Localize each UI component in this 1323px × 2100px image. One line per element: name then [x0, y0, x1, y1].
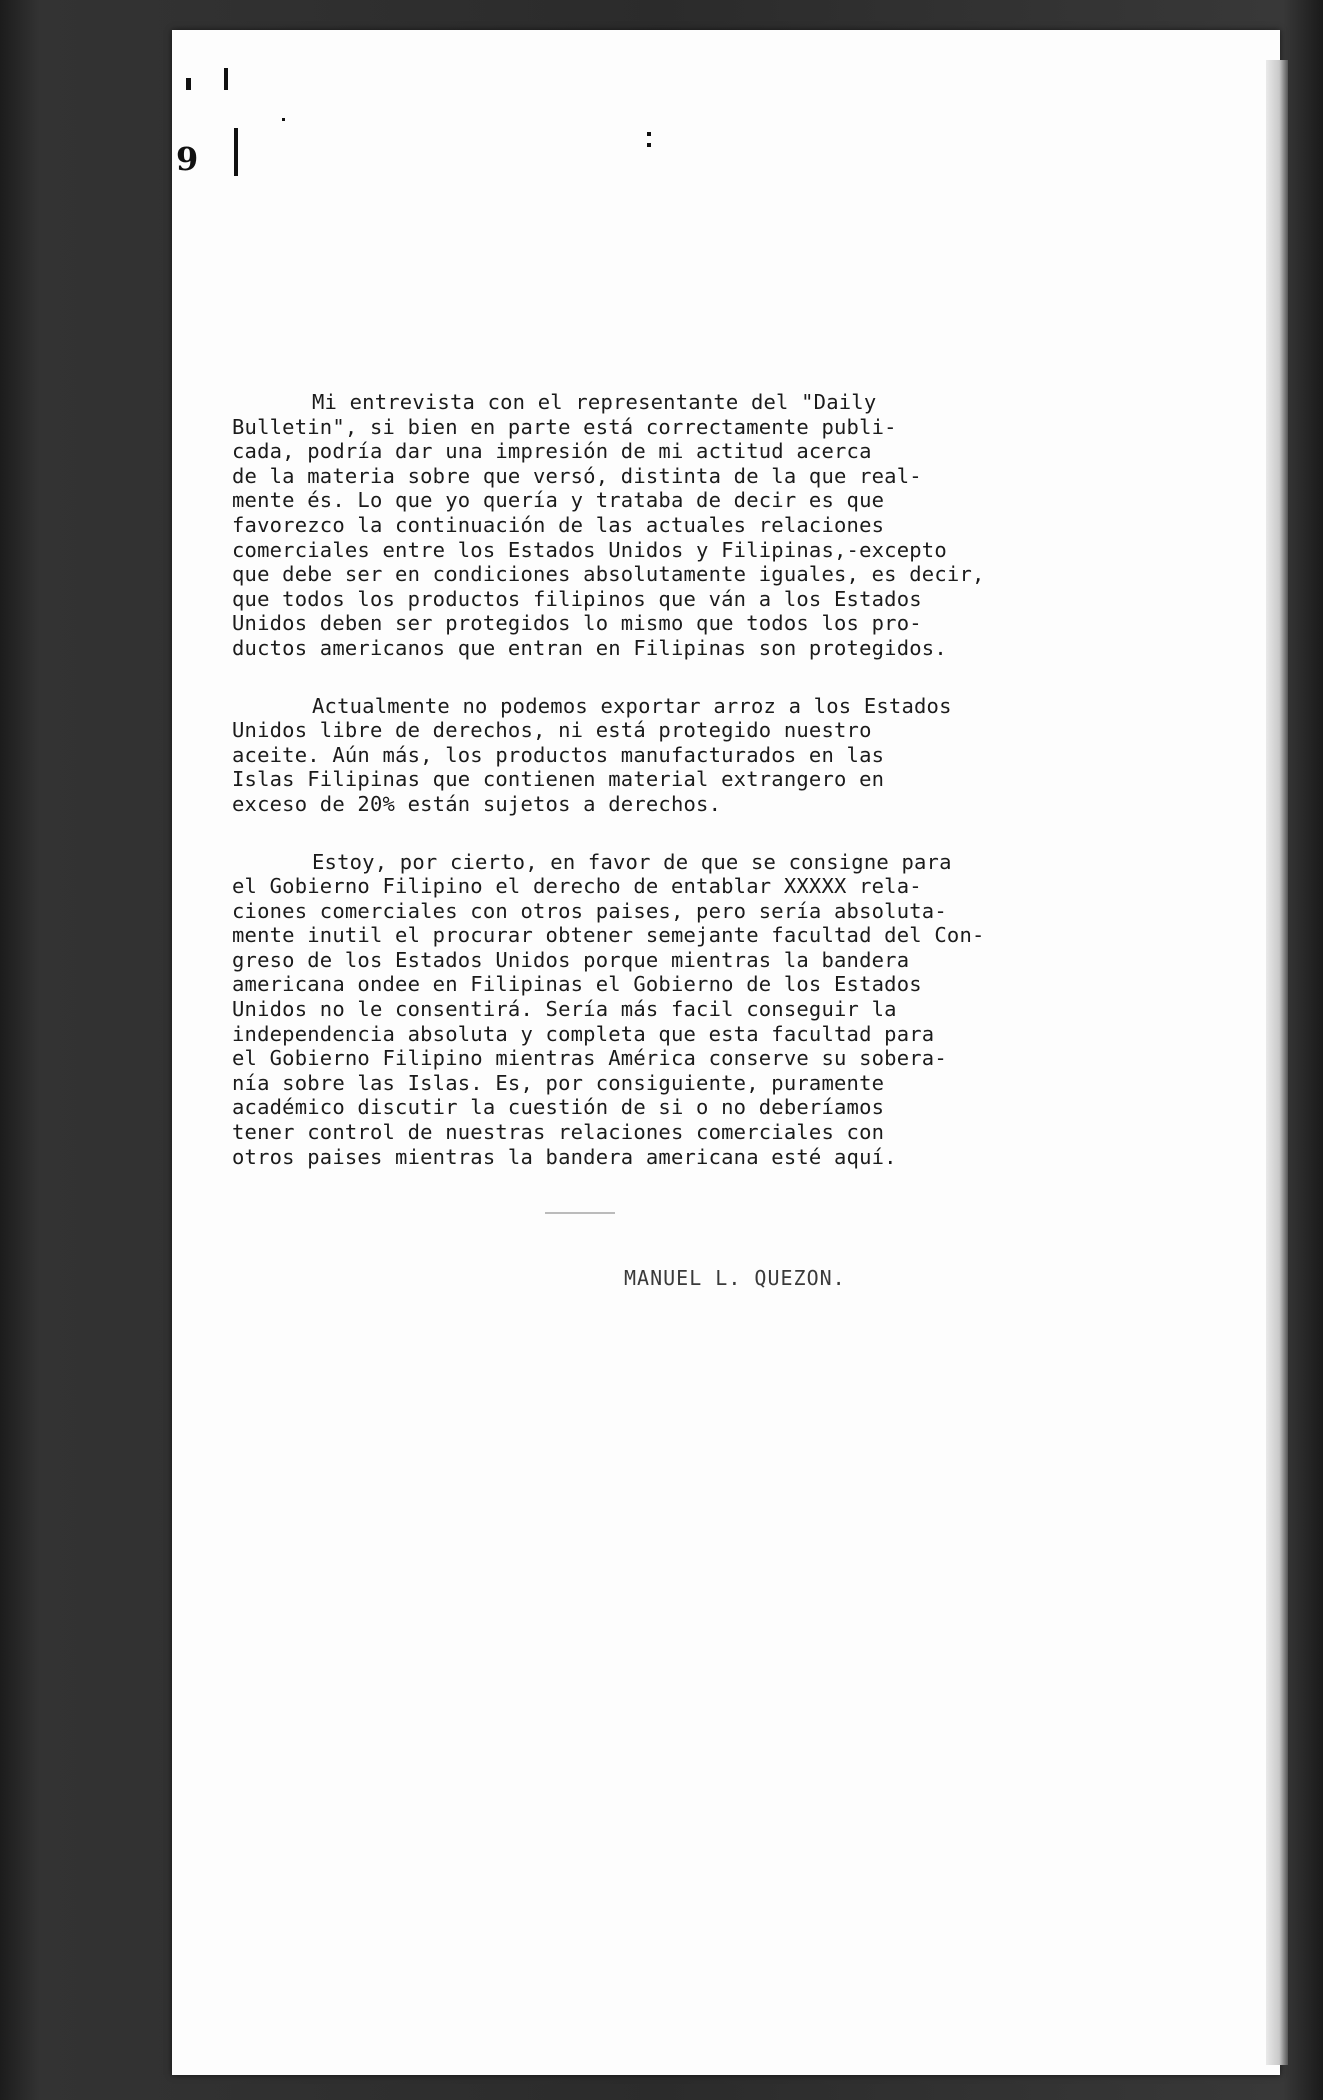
dot-mark: [282, 118, 285, 121]
text-line: Actualmente no podemos exportar arroz a los Estados: [312, 693, 952, 718]
text-line: cada, podría dar una impresión de mi actitud acerca: [232, 439, 872, 464]
text-line: el Gobierno Filipino el derecho de entablar XXXXX rela-: [232, 874, 922, 899]
text-line: tener control de nuestras relaciones comerciales con: [232, 1120, 885, 1145]
text-line: de la materia sobre que versó, distinta de la que real-: [232, 463, 922, 488]
colon-mark: [647, 132, 651, 136]
paragraph-1: [232, 390, 1162, 661]
text-line: Bulletin", si bien en parte está correctamente publi-: [232, 414, 897, 439]
text-line: mente inutil el procurar obtener semejante facultad del Con-: [232, 923, 985, 948]
text-line: Unidos no le consentirá. Sería más facil conseguir la: [232, 997, 897, 1022]
signature: MANUEL L. QUEZON.: [624, 1266, 846, 1290]
document-body: [232, 390, 1162, 1202]
text-line: Islas Filipinas que contienen material extrangero en: [232, 767, 885, 792]
text-line: nía sobre las Islas. Es, por consiguiente, puramente: [232, 1070, 885, 1095]
text-line: aceite. Aún más, los productos manufacturados en las: [232, 742, 885, 767]
text-line: Unidos deben ser protegidos lo mismo que todos los pro-: [232, 611, 922, 636]
text-line: favorezco la continuación de las actuales relaciones: [232, 512, 885, 537]
punch-mark: [186, 78, 191, 90]
paragraph-3: [232, 850, 1162, 1170]
text-line: ciones comerciales con otros paises, pero sería absoluta-: [232, 898, 947, 923]
text-line: que todos los productos filipinos que ván a los Estados: [232, 586, 922, 611]
text-line: Estoy, por cierto, en favor de que se consigne para: [312, 849, 952, 874]
text-line: académico discutir la cuestión de si o no deberíamos: [232, 1095, 885, 1120]
text-line: americana ondee en Filipinas el Gobierno de los Estados: [232, 972, 922, 997]
text-line: independencia absoluta y completa que esta facultad para: [232, 1021, 935, 1046]
text-line: el Gobierno Filipino mientras América conserve su sobera-: [232, 1046, 947, 1071]
margin-glyph: 9: [176, 140, 199, 178]
text-line: ductos americanos que entran en Filipinas son protegidos.: [232, 635, 947, 660]
punch-mark: [234, 128, 238, 176]
text-line: Mi entrevista con el representante del "Daily: [312, 390, 877, 414]
ink-smudge: [545, 1212, 615, 1214]
text-line: greso de los Estados Unidos porque mientras la bandera: [232, 947, 910, 972]
paper-edge: [1266, 60, 1288, 2065]
punch-mark: [224, 68, 228, 90]
paragraph-2: [232, 694, 1162, 817]
text-line: mente és. Lo que yo quería y trataba de decir es que: [232, 488, 885, 513]
text-line: Unidos libre de derechos, ni está protegido nuestro: [232, 718, 872, 743]
text-line: que debe ser en condiciones absolutamente iguales, es decir,: [232, 562, 985, 587]
colon-mark: [647, 143, 651, 147]
text-line: otros paises mientras la bandera americana esté aquí.: [232, 1144, 897, 1169]
text-line: comerciales entre los Estados Unidos y Filipinas,-excepto: [232, 537, 947, 562]
text-line: exceso de 20% están sujetos a derechos.: [232, 791, 722, 816]
